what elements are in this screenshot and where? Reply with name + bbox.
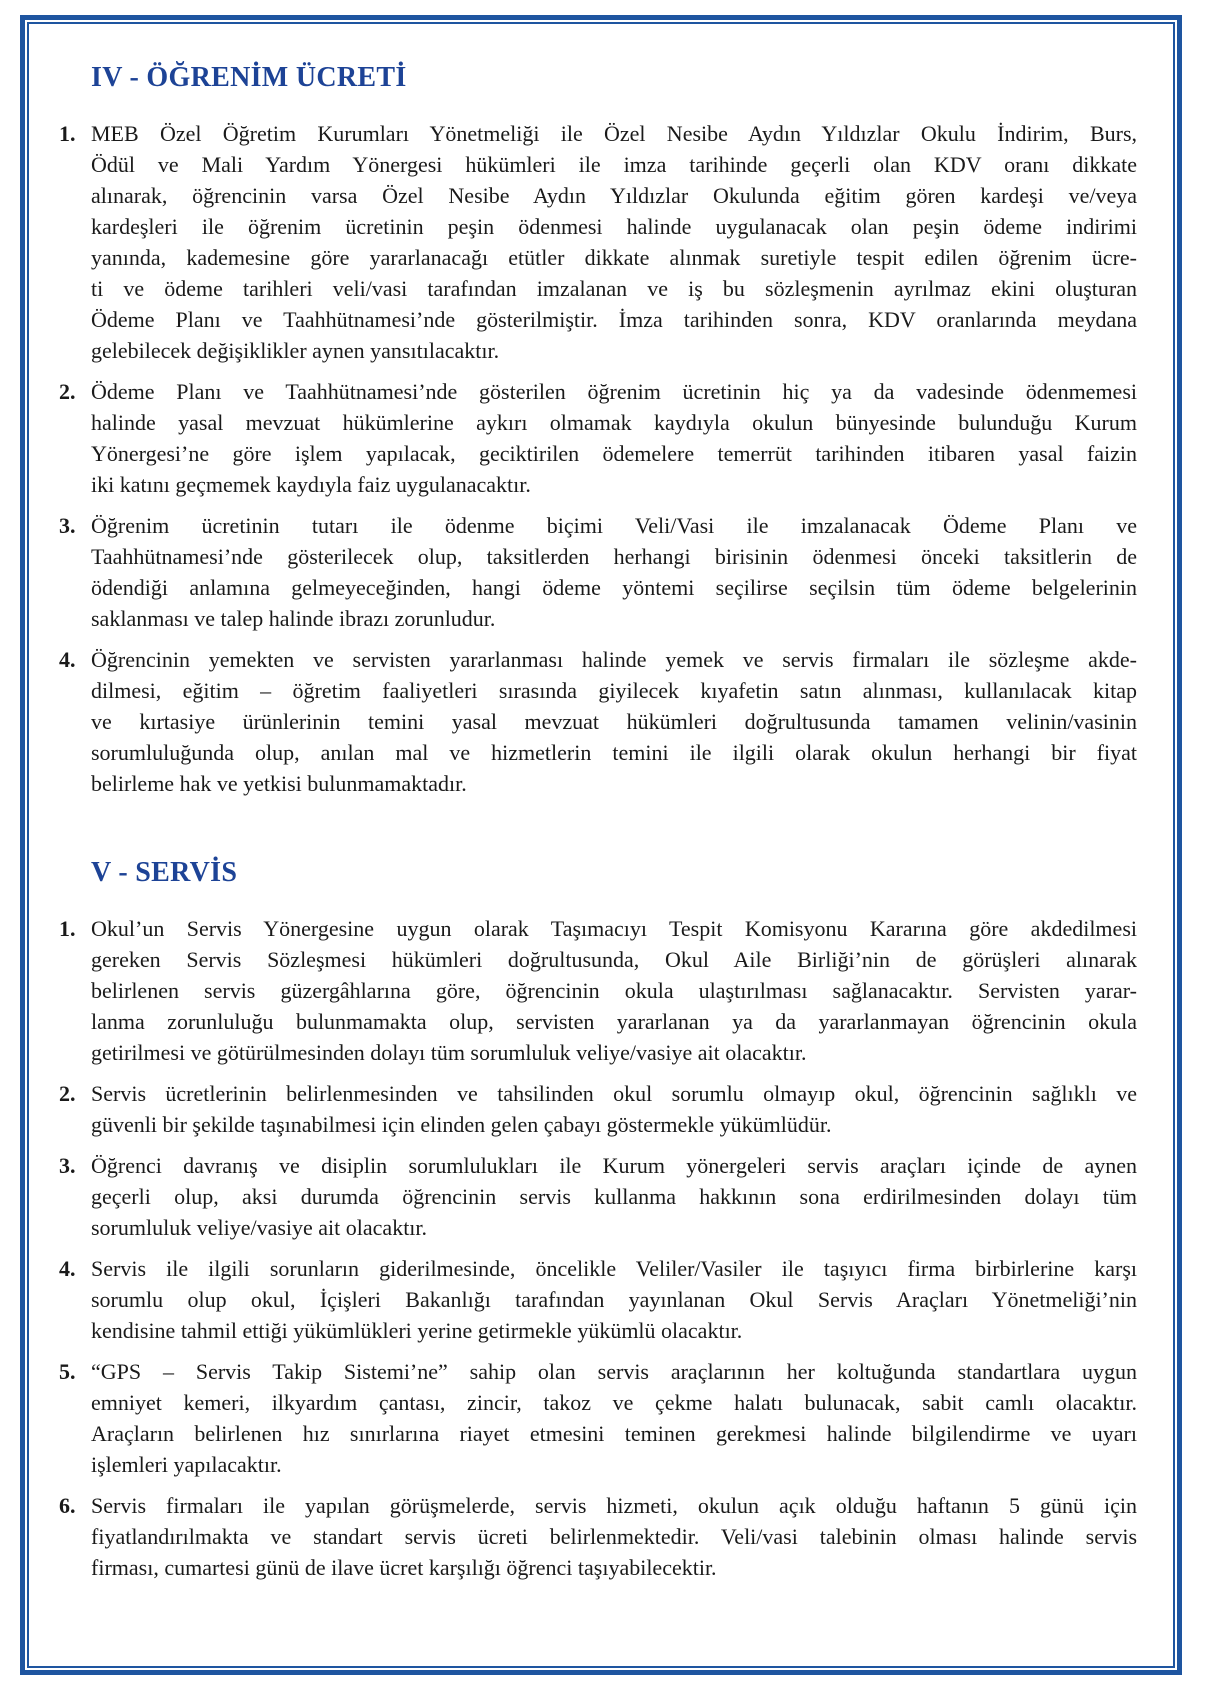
list-item bbox=[59, 1150, 1137, 1243]
section-title: IV - ÖĞRENİM ÜCRETİ bbox=[91, 62, 407, 93]
item-number: 1. bbox=[59, 916, 76, 941]
item-line: sorumluluk veliye/vasiye ait olacaktır. bbox=[91, 1215, 428, 1240]
item-line: sorumluluğunda olup, anılan mal ve hizmetlerin temini ile ilgili olarak okulun herhangi bir fiyat bbox=[91, 740, 1137, 765]
list-item bbox=[59, 1253, 1137, 1346]
item-line: Taahhütnamesi’nde gösterilecek olup, taksitlerden herhangi birisinin ödenmesi önceki taksitlerin de bbox=[91, 544, 1137, 569]
item-line: sorumlu olup okul, İçişleri Bakanlığı tarafından yayınlanan Okul Servis Araçları Yönetmeliği’nin bbox=[91, 1287, 1137, 1312]
item-lines bbox=[91, 1490, 1137, 1583]
item-line: gelebilecek değişiklikler aynen yansıtılacaktır. bbox=[91, 338, 500, 363]
item-line: emniyet kemeri, ilkyardım çantası, zincir, takoz ve çekme halatı bulunacak, sabit camlı olacaktır. bbox=[91, 1390, 1137, 1415]
item-line: kendisine tahmil ettiği yükümlükleri yerine getirmekle yükümlü olacaktır. bbox=[91, 1318, 743, 1343]
item-number: 1. bbox=[59, 121, 76, 146]
item-line: iki katını geçmemek kaydıyla faiz uygulanacaktır. bbox=[91, 472, 531, 497]
item-lines bbox=[91, 1078, 1137, 1140]
item-line: Öğrencinin yemekten ve servisten yararlanması halinde yemek ve servis firmaları ile sözleşme akde- bbox=[91, 647, 1137, 672]
list-item bbox=[59, 510, 1137, 634]
section-items bbox=[59, 913, 1137, 1583]
item-lines bbox=[91, 1253, 1137, 1346]
item-line: Ödeme Planı ve Taahhütnamesi’nde gösterilmiştir. İmza tarihinden sonra, KDV oranlarında meydana bbox=[91, 307, 1137, 332]
item-line: Öğrenci davranış ve disiplin sorumlulukları ile Kurum yönergeleri servis araçları içinde de aynen bbox=[91, 1153, 1137, 1178]
section-title: V - SERVİS bbox=[91, 857, 238, 888]
item-line: geçerli olup, aksi durumda öğrencinin servis kullanma hakkının sona erdirilmesinden dolayı tüm bbox=[91, 1184, 1137, 1209]
list-item bbox=[59, 913, 1137, 1068]
item-line: işlemleri yapılacaktır. bbox=[91, 1452, 282, 1477]
item-line: ve kırtasiye ürünlerinin temini yasal mevzuat hükümleri doğrultusunda tamamen velinin/vasinin bbox=[91, 709, 1137, 734]
item-line: Servis ücretlerinin belirlenmesinden ve tahsilinden okul sorumlu olmayıp okul, öğrencinin sağlıklı ve bbox=[91, 1081, 1137, 1106]
list-item bbox=[59, 1356, 1137, 1480]
list-item bbox=[59, 644, 1137, 799]
item-lines bbox=[91, 1150, 1137, 1243]
item-line: dilmesi, eğitim – öğretim faaliyetleri sırasında giyilecek kıyafetin satın alınması, kullanılacak kitap bbox=[91, 678, 1137, 703]
item-line: Yönergesi’ne göre işlem yapılacak, geciktirilen ödemelere temerrüt tarihinden itibaren yasal faizin bbox=[91, 441, 1137, 466]
item-lines bbox=[91, 644, 1137, 799]
item-number: 3. bbox=[59, 1153, 76, 1178]
item-line: Servis firmaları ile yapılan görüşmelerde, servis hizmeti, okulun açık olduğu haftanın 5 günü için bbox=[91, 1493, 1137, 1518]
page-border-inner bbox=[27, 22, 1175, 1668]
document-section bbox=[59, 62, 1137, 799]
item-line: Ödül ve Mali Yardım Yönergesi hükümleri ile imza tarihinde geçerli olan KDV oranı dikkate bbox=[91, 152, 1137, 177]
item-line: alınarak, öğrencinin varsa Özel Nesibe Aydın Yıldızlar Okulunda eğitim gören kardeşi ve/veya bbox=[91, 183, 1137, 208]
item-line: firması, cumartesi günü de ilave ücret karşılığı öğrenci taşıyabilecektir. bbox=[91, 1555, 717, 1580]
item-line: belirleme hak ve yetkisi bulunmamaktadır. bbox=[91, 771, 467, 796]
item-line: kardeşleri ile öğrenim ücretinin peşin ödenmesi halinde uygulanacak olan peşin ödeme indirimi bbox=[91, 214, 1137, 239]
item-lines bbox=[91, 118, 1137, 366]
item-lines bbox=[91, 376, 1137, 500]
item-line: MEB Özel Öğretim Kurumları Yönetmeliği ile Özel Nesibe Aydın Yıldızlar Okulu İndirim, Burs, bbox=[91, 121, 1137, 146]
item-line: ödendiği anlamına gelmeyeceğinden, hangi ödeme yöntemi seçilirse seçilsin tüm ödeme belgelerinin bbox=[91, 575, 1137, 600]
list-item bbox=[59, 376, 1137, 500]
item-number: 3. bbox=[59, 513, 76, 538]
item-line: ti ve ödeme tarihleri veli/vasi tarafından imzalanan ve iş bu sözleşmenin ayrılmaz ekini oluşturan bbox=[91, 276, 1137, 301]
section-items bbox=[59, 118, 1137, 799]
item-line: halinde yasal mevzuat hükümlerine aykırı olmamak kaydıyla okulun bünyesinde bulunduğu Kurum bbox=[91, 410, 1137, 435]
item-lines bbox=[91, 510, 1137, 634]
item-lines bbox=[91, 913, 1137, 1068]
item-line: gereken Servis Sözleşmesi hükümleri doğrultusunda, Okul Aile Birliği’nin de görüşleri alınarak bbox=[91, 947, 1137, 972]
item-number: 2. bbox=[59, 379, 76, 404]
item-line: Okul’un Servis Yönergesine uygun olarak Taşımacıyı Tespit Komisyonu Kararına göre akdedilmesi bbox=[91, 916, 1137, 941]
item-lines bbox=[91, 1356, 1137, 1480]
item-line: Öğrenim ücretinin tutarı ile ödenme biçimi Veli/Vasi ile imzalanacak Ödeme Planı ve bbox=[91, 513, 1137, 538]
item-line: Araçların belirlenen hız sınırlarına riayet etmesini teminen gerekmesi halinde bilgilendirme ve uyarı bbox=[91, 1421, 1137, 1446]
item-line: Servis ile ilgili sorunların giderilmesinde, öncelikle Veliler/Vasiler ile taşıyıcı firma birbirlerine karşı bbox=[91, 1256, 1137, 1281]
document-section bbox=[59, 857, 1137, 1583]
list-item bbox=[59, 118, 1137, 366]
item-number: 4. bbox=[59, 1256, 76, 1281]
list-item bbox=[59, 1078, 1137, 1140]
page-border-outer bbox=[20, 15, 1182, 1675]
item-line: getirilmesi ve götürülmesinden dolayı tüm sorumluluk veliye/vasiye ait olacaktır. bbox=[91, 1040, 807, 1065]
item-line: Ödeme Planı ve Taahhütnamesi’nde gösterilen öğrenim ücretinin hiç ya da vadesinde ödenmemesi bbox=[91, 379, 1137, 404]
list-item bbox=[59, 1490, 1137, 1583]
item-line: belirlenen servis güzergâhlarına göre, öğrencinin okula ulaştırılması sağlanacaktır. Servisten yarar- bbox=[91, 978, 1137, 1003]
item-number: 2. bbox=[59, 1081, 76, 1106]
item-line: lanma zorunluluğu bulunmamakta olup, servisten yararlanan ya da yararlanmayan öğrencinin okula bbox=[91, 1009, 1137, 1034]
item-line: saklanması ve talep halinde ibrazı zorunludur. bbox=[91, 606, 496, 631]
item-number: 4. bbox=[59, 647, 76, 672]
item-number: 5. bbox=[59, 1359, 76, 1384]
item-line: güvenli bir şekilde taşınabilmesi için elinden gelen çabayı göstermekle yükümlüdür. bbox=[91, 1112, 832, 1137]
document-content bbox=[29, 24, 1173, 1583]
item-line: fiyatlandırılmakta ve standart servis ücreti belirlenmektedir. Veli/vasi talebinin olması halinde servis bbox=[91, 1524, 1137, 1549]
item-line: yanında, kademesine göre yararlanacağı etütler dikkate alınmak suretiyle tespit edilen öğrenim ücre- bbox=[91, 245, 1137, 270]
item-line: “GPS – Servis Takip Sistemi’ne” sahip olan servis araçlarının her koltuğunda standartlara uygun bbox=[91, 1359, 1137, 1384]
item-number: 6. bbox=[59, 1493, 76, 1518]
